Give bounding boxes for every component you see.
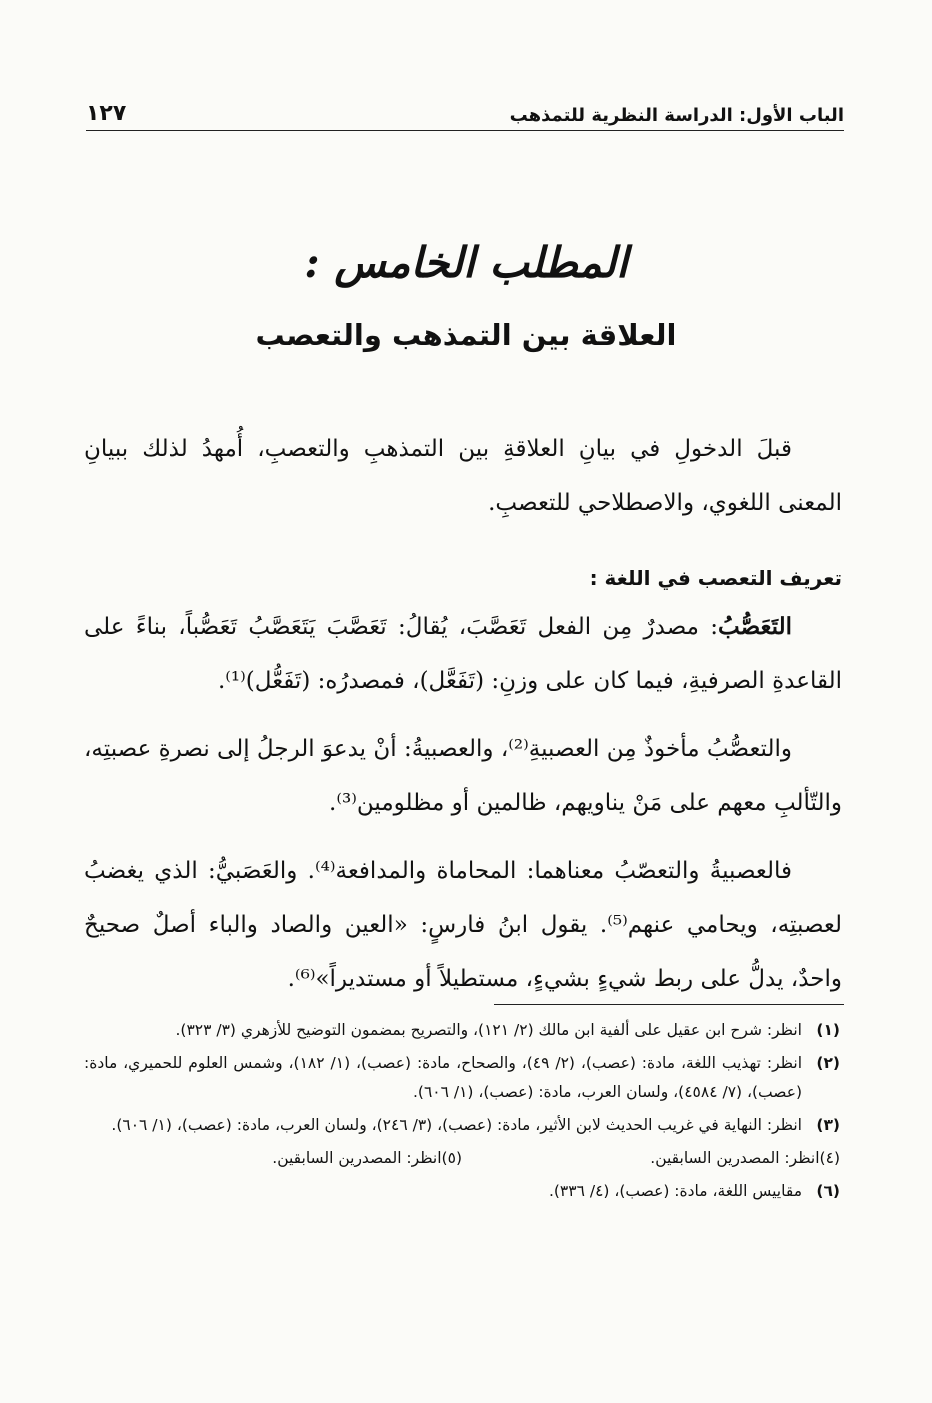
footnote-3 xyxy=(84,1111,840,1140)
intro-paragraph: قبلَ الدخولِ في بيانِ العلاقةِ بين التمذهبِ والتعصبِ، أُمهدُ لذلك ببيانِ المعنى اللغوي، والاصطلاحي للتعصبِ. xyxy=(84,436,842,516)
footnote-number: (١) xyxy=(816,1021,840,1039)
footnote-number: (٦) xyxy=(816,1182,840,1200)
footnote-text: انظر: تهذيب اللغة، مادة: (عصب)، (٢/ ٤٩)، والصحاح، مادة: (عصب)، (١/ ١٨٢)، وشمس العلوم للحميري، مادة: (عصب)، (٧/ ٤٥٨٤)، ولسان العرب، مادة: (عصب)، (١/ ٦٠٦). xyxy=(84,1054,803,1101)
footnote-text: مقاييس اللغة، مادة: (عصب)، (٤/ ٣٣٦). xyxy=(548,1182,802,1200)
footnote-text: انظر: المصدرين السابقين. xyxy=(650,1149,820,1167)
running-header xyxy=(86,92,844,131)
footnotes xyxy=(84,1016,840,1210)
footnote-number: (٣) xyxy=(816,1116,840,1134)
footnotes-4-5 xyxy=(84,1144,840,1173)
definition-heading: تعريف التعصب في اللغة : xyxy=(589,566,842,590)
paragraph-1-text: : مصدرٌ مِن الفعل تَعَصَّبَ، يُقالُ: تَعَصَّبَ يَتَعَصَّبُ تَعَصُّباً، بناءً على القاعدةِ الصرفيةِ، فيما كان على وزنِ: (تَفَعَّل)، فمصدرُه: (تَفَعُّل)⁽¹⁾. xyxy=(84,614,842,694)
page-number: ١٢٧ xyxy=(86,101,127,126)
footnote-1 xyxy=(84,1016,840,1045)
paragraph-3: فالعصبيةُ والتعصّبُ معناهما: المحاماة والمدافعة⁽⁴⁾. والعَصَبيُّ: الذي يغضبُ لعصبتِه، ويحامي عنهم⁽⁵⁾. يقول ابنُ فارسٍ: «العين والصاد والباء أصلٌ صحيحٌ واحدٌ، يدلُّ على ربط شيءٍ بشيءٍ، مستطيلاً أو مستديراً»⁽⁶⁾. xyxy=(84,858,842,992)
defined-term: التَعَصُّبُ xyxy=(718,613,792,640)
footnote-number: (٢) xyxy=(816,1054,840,1072)
footnote-text: انظر: شرح ابن عقيل على ألفية ابن مالك (٢/ ١٢١)، والتصريح بمضمون التوضيح للأزهري (٣/ ٣٢٣). xyxy=(175,1021,802,1039)
paragraph-1 xyxy=(84,600,842,708)
footnote-6 xyxy=(84,1177,840,1206)
footnote-2 xyxy=(84,1049,840,1107)
footnote-text: انظر: النهاية في غريب الحديث لابن الأثير، مادة: (عصب)، (٣/ ٢٤٦)، ولسان العرب، مادة: (عصب)، (١/ ٦٠٦). xyxy=(111,1116,802,1134)
section-title: المطلب الخامس : xyxy=(304,238,628,287)
footnote-text: انظر: المصدرين السابقين. xyxy=(272,1149,442,1167)
footnote-separator xyxy=(494,1004,844,1005)
footnote-number: (٥) xyxy=(441,1149,462,1167)
footnote-number: (٤) xyxy=(819,1149,840,1167)
section-subtitle: العلاقة بين التمذهب والتعصب xyxy=(255,318,677,352)
chapter-title: الباب الأول: الدراسة النظرية للتمذهب xyxy=(509,105,844,126)
footnote-5 xyxy=(84,1144,462,1173)
footnote-4 xyxy=(462,1144,840,1173)
main-text xyxy=(84,422,842,1006)
paragraph-2: والتعصُّبُ مأخوذٌ مِن العصبيةِ⁽²⁾، والعصبيةُ: أنْ يدعوَ الرجلُ إلى نصرةِ عصبتِه، والتّألبِ معهم على مَنْ يناويهم، ظالمين أو مظلومين⁽³⁾. xyxy=(84,736,842,816)
